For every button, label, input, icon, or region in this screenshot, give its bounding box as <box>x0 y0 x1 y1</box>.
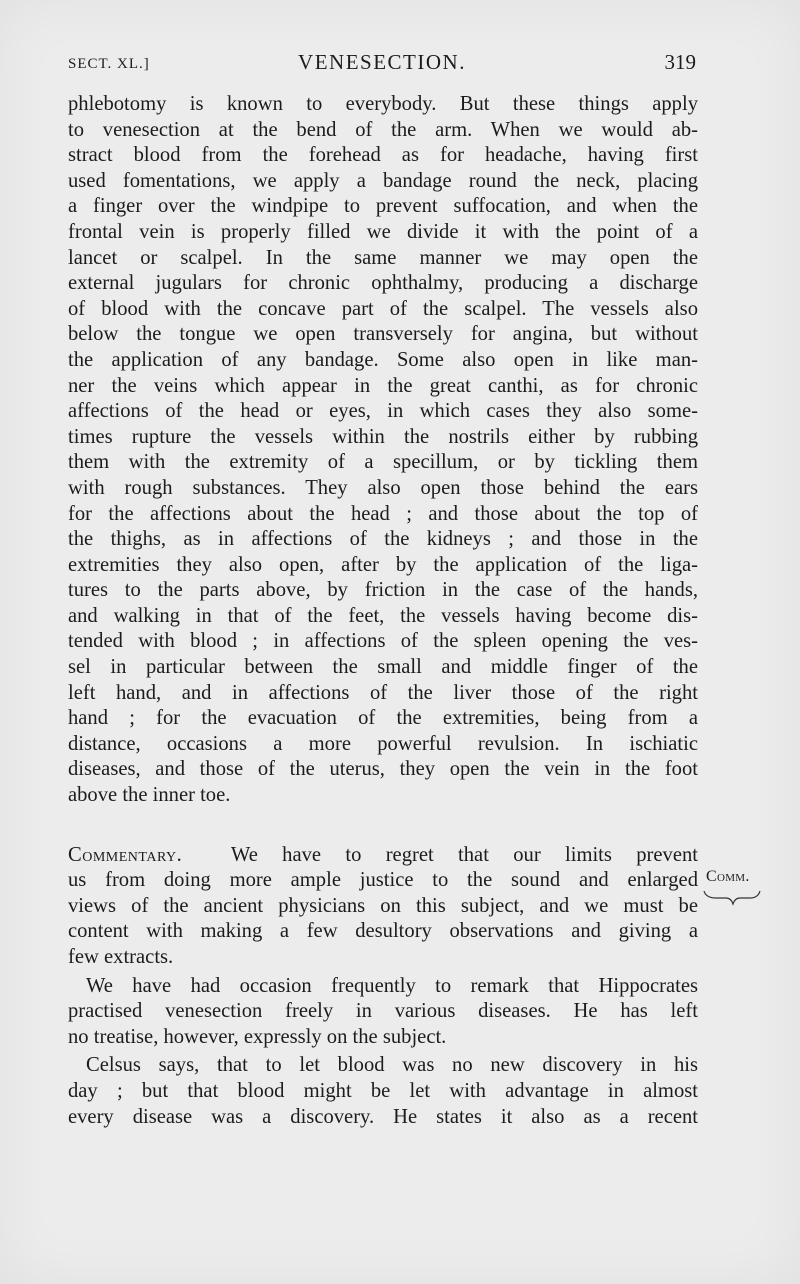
text-line: no treatise, however, expressly on the subject. <box>68 1025 447 1048</box>
brace-icon <box>702 888 762 906</box>
commentary-paragraph <box>68 843 698 971</box>
text-line: with rough substances. They also open those behind the ears <box>68 476 698 499</box>
text-line: hand ; for the evacuation of the extremities, being from a <box>68 707 698 730</box>
text-line: diseases, and those of the uterus, they open the vein in the foot <box>68 758 698 781</box>
running-head <box>68 50 696 80</box>
paragraph-celsus <box>68 1053 698 1130</box>
text-line: and walking in that of the feet, the vessels having become dis- <box>68 604 698 627</box>
paragraph-hippocrates <box>68 974 698 1051</box>
commentary-first-line-text: We have to regret that our limits prevent <box>230 843 698 866</box>
text-line: distance, occasions a more powerful revulsion. In ischiatic <box>68 732 698 755</box>
text-line: views of the ancient physicians on this subject, and we must be <box>68 894 698 917</box>
text-line: phlebotomy is known to everybody. But these things apply <box>68 93 698 115</box>
text-line: practised venesection freely in various diseases. He has left <box>68 1000 698 1023</box>
text-line: content with making a few desultory observations and giving a <box>68 920 698 943</box>
text-line: sel in particular between the small and middle finger of the <box>68 656 698 679</box>
commentary-first-line <box>68 843 698 869</box>
text-line: few extracts. <box>68 946 174 968</box>
text-line: day ; but that blood might be let with advantage in almost <box>68 1079 698 1102</box>
text-line: a finger over the windpipe to prevent suffocation, and when the <box>68 195 698 218</box>
paragraph-gap <box>68 809 698 843</box>
text-line: left hand, and in affections of the liver those of the right <box>68 681 698 704</box>
text-line: Celsus says, that to let blood was no new discovery in his <box>86 1054 698 1077</box>
text-line: every disease was a discovery. He states it also as a recent <box>68 1105 698 1128</box>
text-line: lancet or scalpel. In the same manner we may open the <box>68 246 698 269</box>
text-line: of blood with the concave part of the scalpel. The vessels also <box>68 297 698 320</box>
text-line: used fomentations, we apply a bandage round the neck, placing <box>68 169 698 192</box>
margin-note: Comm. <box>706 868 750 885</box>
text-line: the thighs, as in affections of the kidneys ; and those in the <box>68 528 698 551</box>
text-line: affections of the head or eyes, in which cases they also some- <box>68 400 698 423</box>
text-line: above the inner toe. <box>68 784 231 807</box>
text-line: tures to the parts above, by friction in the case of the hands, <box>68 579 698 602</box>
text-line: below the tongue we open transversely for angina, but without <box>68 323 698 346</box>
text-line: external jugulars for chronic ophthalmy, producing a discharge <box>68 272 698 295</box>
text-line: us from doing more ample justice to the sound and enlarged <box>68 869 698 892</box>
text-line: frontal vein is properly filled we divide it with the point of a <box>68 220 698 243</box>
text-line: tended with blood ; in affections of the spleen opening the ves- <box>68 630 698 653</box>
text-line: them with the extremity of a specillum, or by tickling them <box>68 451 698 474</box>
text-line: stract blood from the forehead as for headache, having first <box>68 144 698 167</box>
page-title: VENESECTION. <box>298 50 466 74</box>
text-line: We have had occasion frequently to remark that Hippocrates <box>86 974 698 997</box>
text-line: ner the veins which appear in the great canthi, as for chronic <box>68 374 698 397</box>
text-line: times rupture the vessels within the nostrils either by rubbing <box>68 425 698 448</box>
paragraph-continued <box>68 92 698 809</box>
text-line: the application of any bandage. Some also open in like man- <box>68 348 698 371</box>
commentary-label: Commentary. <box>68 843 183 866</box>
text-line: for the affections about the head ; and those about the top of <box>68 502 698 525</box>
page-number: 319 <box>664 50 696 74</box>
text-line: extremities they also open, after by the application of the liga- <box>68 553 698 576</box>
body-text <box>68 92 698 1130</box>
section-marker: SECT. XL.] <box>68 56 150 72</box>
text-line: to venesection at the bend of the arm. When we would ab- <box>68 118 698 141</box>
